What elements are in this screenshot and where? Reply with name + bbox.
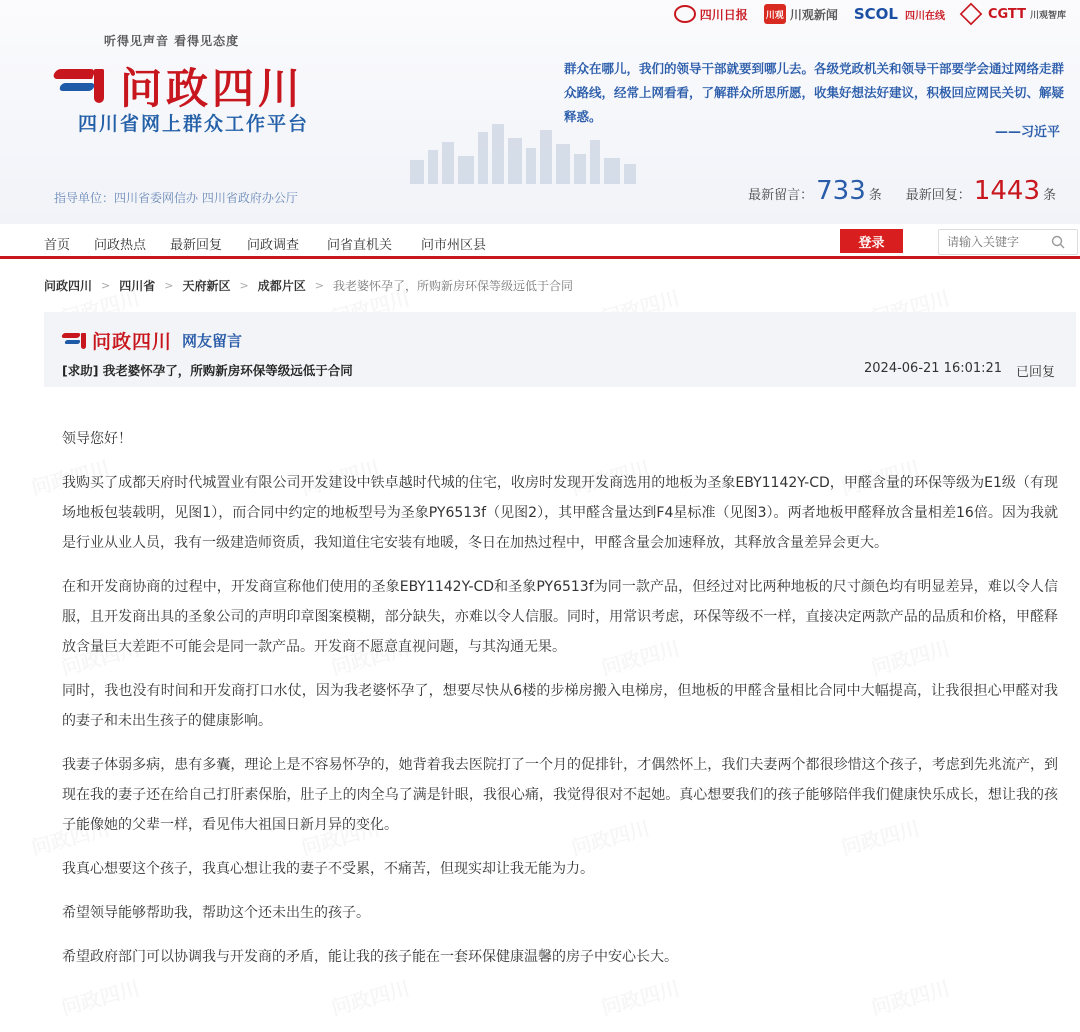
cgtt-logo-icon bbox=[960, 3, 983, 26]
quote-author: ——习近平 bbox=[994, 125, 1060, 140]
nav-provincial-agencies[interactable]: 问省直机关 bbox=[327, 238, 393, 253]
main-nav bbox=[0, 224, 1080, 259]
breadcrumb-province[interactable]: 四川省 bbox=[119, 279, 156, 293]
site-slogan: 听得见声音 看得见态度 bbox=[104, 34, 240, 48]
message-paragraph: 希望政府部门可以协调我与开发商的矛盾，能让我的孩子能在一套环保健康温馨的房子中安心长大。 bbox=[62, 949, 678, 965]
chevron-right-icon: > bbox=[314, 279, 324, 292]
latest-messages-count: 733 bbox=[816, 176, 866, 206]
search-icon[interactable] bbox=[1051, 235, 1065, 249]
message-paragraph: 我真心想要这个孩子，我真心想让我的妻子不受累，不痛苦，但现实却让我无能为力。 bbox=[62, 861, 594, 877]
partner-sichuan-daily-label: 四川日报 bbox=[699, 7, 748, 22]
latest-messages-unit: 条 bbox=[868, 188, 882, 203]
partner-sichuan-daily[interactable] bbox=[674, 5, 748, 23]
message-stats bbox=[748, 176, 1056, 206]
message-body bbox=[62, 424, 1058, 986]
logo-mark-icon bbox=[62, 331, 88, 351]
chevron-right-icon: > bbox=[239, 279, 249, 292]
city-skyline-icon bbox=[400, 120, 660, 184]
login-button[interactable]: 登录 bbox=[840, 229, 903, 253]
latest-messages-stat bbox=[748, 176, 882, 206]
sichuan-daily-logo-icon bbox=[674, 5, 696, 23]
message-header bbox=[44, 312, 1076, 387]
partner-cgtt-label: CGTT bbox=[987, 6, 1026, 22]
message-title: [求助] 我老婆怀孕了，所购新房环保等级远低于合同 bbox=[62, 363, 353, 378]
partner-cgtt-sub: 川观智库 bbox=[1029, 10, 1066, 21]
breadcrumb-current: 我老婆怀孕了，所购新房环保等级远低于合同 bbox=[332, 279, 573, 293]
message-paragraph: 希望领导能够帮助我，帮助这个还未出生的孩子。 bbox=[62, 905, 370, 921]
message-status: 已回复 bbox=[1016, 365, 1056, 380]
message-paragraph: 在和开发商协商的过程中，开发商宣称他们使用的圣象EBY1142Y-CD和圣象PY6513f为同一款产品，但经过对比两种地板的尺寸颜色均有明显差异，难以令人信服，且开发商出具的圣象公司的声明印章图案模糊，部分缺失，亦难以令人信服。同时，用常识考虑，环保等级不一样，直接决定两款产品的品质和价格，甲醛释放含量巨大差距不可能会是同一款产品。开发商不愿意直视问题，与其沟通无果。 bbox=[62, 579, 1058, 655]
main-content bbox=[0, 262, 1080, 1032]
partner-scol[interactable] bbox=[854, 5, 945, 23]
partner-scol-label: SCOL bbox=[853, 5, 898, 23]
site-logo[interactable] bbox=[54, 56, 304, 116]
nav-home[interactable]: 首页 bbox=[44, 238, 71, 253]
nav-cities-counties[interactable]: 问市州区县 bbox=[421, 238, 487, 253]
message-paragraph: 我购买了成都天府时代城置业有限公司开发建设中铁卓越时代城的住宅，收房时发现开发商选用的地板为圣象EBY1142Y-CD，甲醛含量的环保等级为E1级（有现场地板包装载明，见图1），而合同中约定的地板型号为圣象PY6513f（见图2），其甲醛含量达到F4星标准（见图3）。两者地板甲醛释放含量相差16倍。因为我就是行业从业人员，我有一级建造师资质，我知道住宅安装有地暖，冬日在加热过程中，甲醛含量会加速释放，其释放含量差异会更大。 bbox=[62, 475, 1058, 551]
message-paragraph: 同时，我也没有时间和开发商打口水仗，因为我老婆怀孕了，想要尽快从6楼的步梯房搬入电梯房，但地板的甲醛含量相比合同中大幅提高，让我很担心甲醛对我的妻子和未出生孩子的健康影响。 bbox=[62, 683, 1058, 729]
message-paragraph: 领导您好！ bbox=[62, 431, 132, 447]
latest-replies-stat bbox=[906, 176, 1056, 206]
latest-replies-count: 1443 bbox=[973, 176, 1040, 206]
chevron-right-icon: > bbox=[101, 279, 111, 292]
chevron-right-icon: > bbox=[164, 279, 174, 292]
message-date: 2024-06-21 16:01:21 bbox=[864, 361, 1003, 376]
partner-chuanguan-label: 川观新闻 bbox=[789, 7, 838, 22]
breadcrumb-district[interactable]: 天府新区 bbox=[182, 279, 231, 293]
logo-mark-icon bbox=[54, 65, 108, 107]
message-paragraph: 我妻子体弱多病，患有多囊，理论上是不容易怀孕的，她背着我去医院打了一个月的促排针，才偶然怀上，我们夫妻两个都很珍惜这个孩子，考虑到先兆流产，到现在我的妻子还在给自己打肝素保胎，肚子上的肉全乌了满是针眼，我很心痛，我觉得很对不起她。真心想要我们的孩子能够陪伴我们健康快乐成长，想让我的孩子能像她的父辈一样，看见伟大祖国日新月异的变化。 bbox=[62, 757, 1058, 833]
message-brand bbox=[62, 327, 242, 354]
chuanguan-logo-icon: 川观 bbox=[764, 4, 786, 24]
guide-units: 指导单位：四川省委网信办 四川省政府办公厅 bbox=[54, 191, 298, 205]
breadcrumb bbox=[44, 277, 573, 294]
leader-quote: 群众在哪儿，我们的领导干部就要到哪儿去。各级党政机关和领导干部要学会通过网络走群众路线，经常上网看看，了解群众所思所愿，收集好想法好建议，积极回应网民关切、解疑释惑。 bbox=[564, 61, 1065, 124]
latest-replies-label: 最新回复： bbox=[905, 188, 971, 203]
nav-latest-replies[interactable]: 最新回复 bbox=[170, 238, 223, 253]
logo-text: 问政四川 bbox=[120, 64, 305, 113]
partner-cgtt[interactable] bbox=[961, 4, 1066, 24]
message-section: 网友留言 bbox=[182, 332, 243, 350]
partner-chuanguan[interactable] bbox=[764, 4, 838, 24]
latest-replies-unit: 条 bbox=[1042, 188, 1056, 203]
search-box bbox=[938, 229, 1078, 255]
breadcrumb-area[interactable]: 成都片区 bbox=[257, 279, 306, 293]
nav-hot-topics[interactable]: 问政热点 bbox=[94, 238, 147, 253]
site-subtitle: 四川省网上群众工作平台 bbox=[78, 113, 310, 135]
site-header bbox=[0, 0, 1080, 224]
message-brand-text: 问政四川 bbox=[92, 331, 173, 353]
breadcrumb-home[interactable]: 问政四川 bbox=[44, 279, 93, 293]
latest-messages-label: 最新留言： bbox=[748, 188, 814, 203]
partner-scol-sub: 四川在线 bbox=[904, 10, 945, 22]
nav-surveys[interactable]: 问政调查 bbox=[247, 238, 300, 253]
partner-links bbox=[674, 0, 1066, 28]
search-input[interactable] bbox=[939, 235, 1051, 249]
